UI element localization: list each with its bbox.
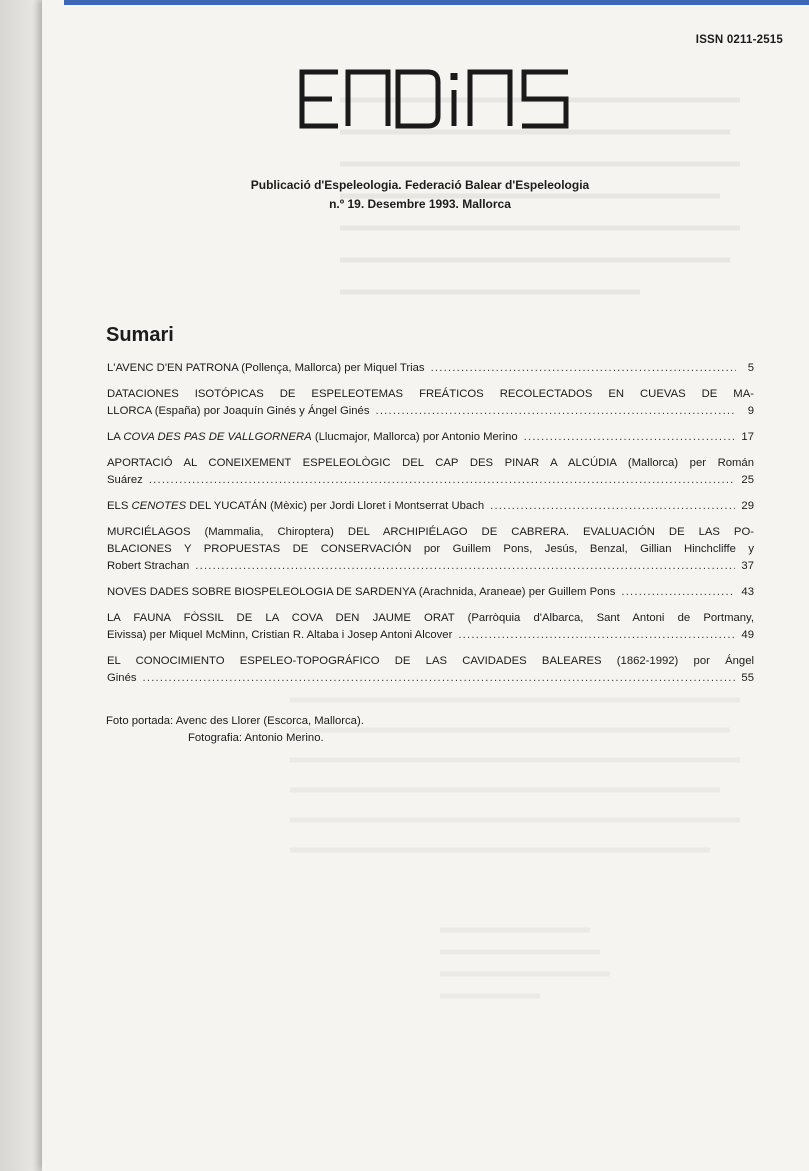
toc-entry-title: LLORCA (España) por Joaquín Ginés y Ángel Ginés [107, 405, 370, 417]
toc-page-number: 9 [747, 405, 754, 417]
toc-page-number: 25 [741, 474, 754, 486]
toc-entry-title: L'AVENC D'EN PATRONA (Pollença, Mallorca) per Miquel Trias [107, 362, 425, 374]
photographer-credit: Fotografia: Antonio Merino. [188, 732, 324, 744]
issue-line: n.º 19. Desembre 1993. Mallorca [329, 197, 511, 211]
toc-entry [107, 653, 754, 687]
cover-photo-credit [106, 713, 364, 747]
toc-entry [107, 429, 754, 446]
toc-entry-title: Eivissa) per Miquel McMinn, Cristian R. Altaba i Josep Antoni Alcover [107, 629, 453, 641]
toc-entry-title-line: LA FAUNA FÒSSIL DE LA COVA DEN JAUME ORAT (Parròquia d'Albarca, Sant Antoni de Portmany, [107, 612, 754, 624]
toc-page-number: 55 [741, 672, 754, 684]
toc-entry [107, 610, 754, 644]
dot-leader [524, 429, 736, 446]
cenotes-term: CENOTES [131, 500, 187, 512]
endins-logo [298, 68, 578, 130]
toc-entry-title-line: BLACIONES Y PROPUESTAS DE CONSERVACIÓN por Guillem Pons, Jesús, Benzal, Gillian Hinchcliffe y [107, 543, 754, 555]
dot-leader [195, 558, 735, 575]
toc-entry-title-line: DATACIONES ISOTÓPICAS DE ESPELEOTEMAS FREÁTICOS RECOLECTADOS EN CUEVAS DE MA- [107, 388, 754, 400]
toc-page-number: 37 [741, 560, 754, 572]
table-of-contents [107, 360, 754, 696]
publisher-line: Publicació d'Espeleologia. Federació Balear d'Espeleologia [250, 178, 590, 192]
dot-leader [143, 670, 736, 687]
cover-photo-caption: Foto portada: Avenc des Llorer (Escorca, Mallorca). [106, 715, 364, 727]
toc-entry-title-line: MURCIÉLAGOS (Mammalia, Chiroptera) DEL ARCHIPIÉLAGO DE CABRERA. EVALUACIÓN DE LAS PO- [107, 526, 754, 538]
toc-entry [107, 524, 754, 575]
toc-entry [107, 360, 754, 377]
contents-heading: Sumari [106, 324, 174, 346]
toc-entry [107, 386, 754, 420]
dot-leader [621, 584, 735, 601]
dot-leader [375, 403, 736, 420]
toc-entry-title: ELS CENOTES DEL YUCATÁN (Mèxic) per Jordi Lloret i Montserrat Ubach [107, 500, 485, 512]
toc-entry-title: Ginés [107, 672, 137, 684]
toc-page-number: 49 [741, 629, 754, 641]
dot-leader [149, 472, 736, 489]
toc-entry [107, 498, 754, 515]
toc-entry-title-line: EL CONOCIMIENTO ESPELEO-TOPOGRÁFICO DE LAS CAVIDADES BALEARES (1862-1992) por Ángel [107, 655, 754, 667]
dot-leader [490, 498, 735, 515]
toc-entry-title: LA COVA DES PAS DE VALLGORNERA (Llucmajor, Mallorca) por Antonio Merino [107, 431, 518, 443]
toc-entry-title: Suárez [107, 474, 143, 486]
dot-leader [431, 360, 736, 377]
toc-page-number: 29 [741, 500, 754, 512]
toc-page-number: 5 [747, 362, 754, 374]
issn-number: ISSN 0211-2515 [695, 34, 783, 46]
toc-entry [107, 455, 754, 489]
toc-entry [107, 584, 754, 601]
toc-entry-title-line: APORTACIÓ AL CONEIXEMENT ESPELEOLÒGIC DEL CAP DES PINAR A ALCÚDIA (Mallorca) per Román [107, 457, 754, 469]
toc-page-number: 43 [741, 586, 754, 598]
publication-info [220, 176, 620, 214]
toc-page-number: 17 [741, 431, 754, 443]
dot-leader [458, 627, 735, 644]
toc-entry-title: Robert Strachan [107, 560, 190, 572]
top-edge-bar [64, 0, 809, 5]
toc-entry-title: NOVES DADES SOBRE BIOSPELEOLOGIA DE SARDENYA (Arachnida, Araneae) per Guillem Pons [107, 586, 616, 598]
cave-name: COVA DES PAS DE VALLGORNERA [123, 431, 312, 443]
